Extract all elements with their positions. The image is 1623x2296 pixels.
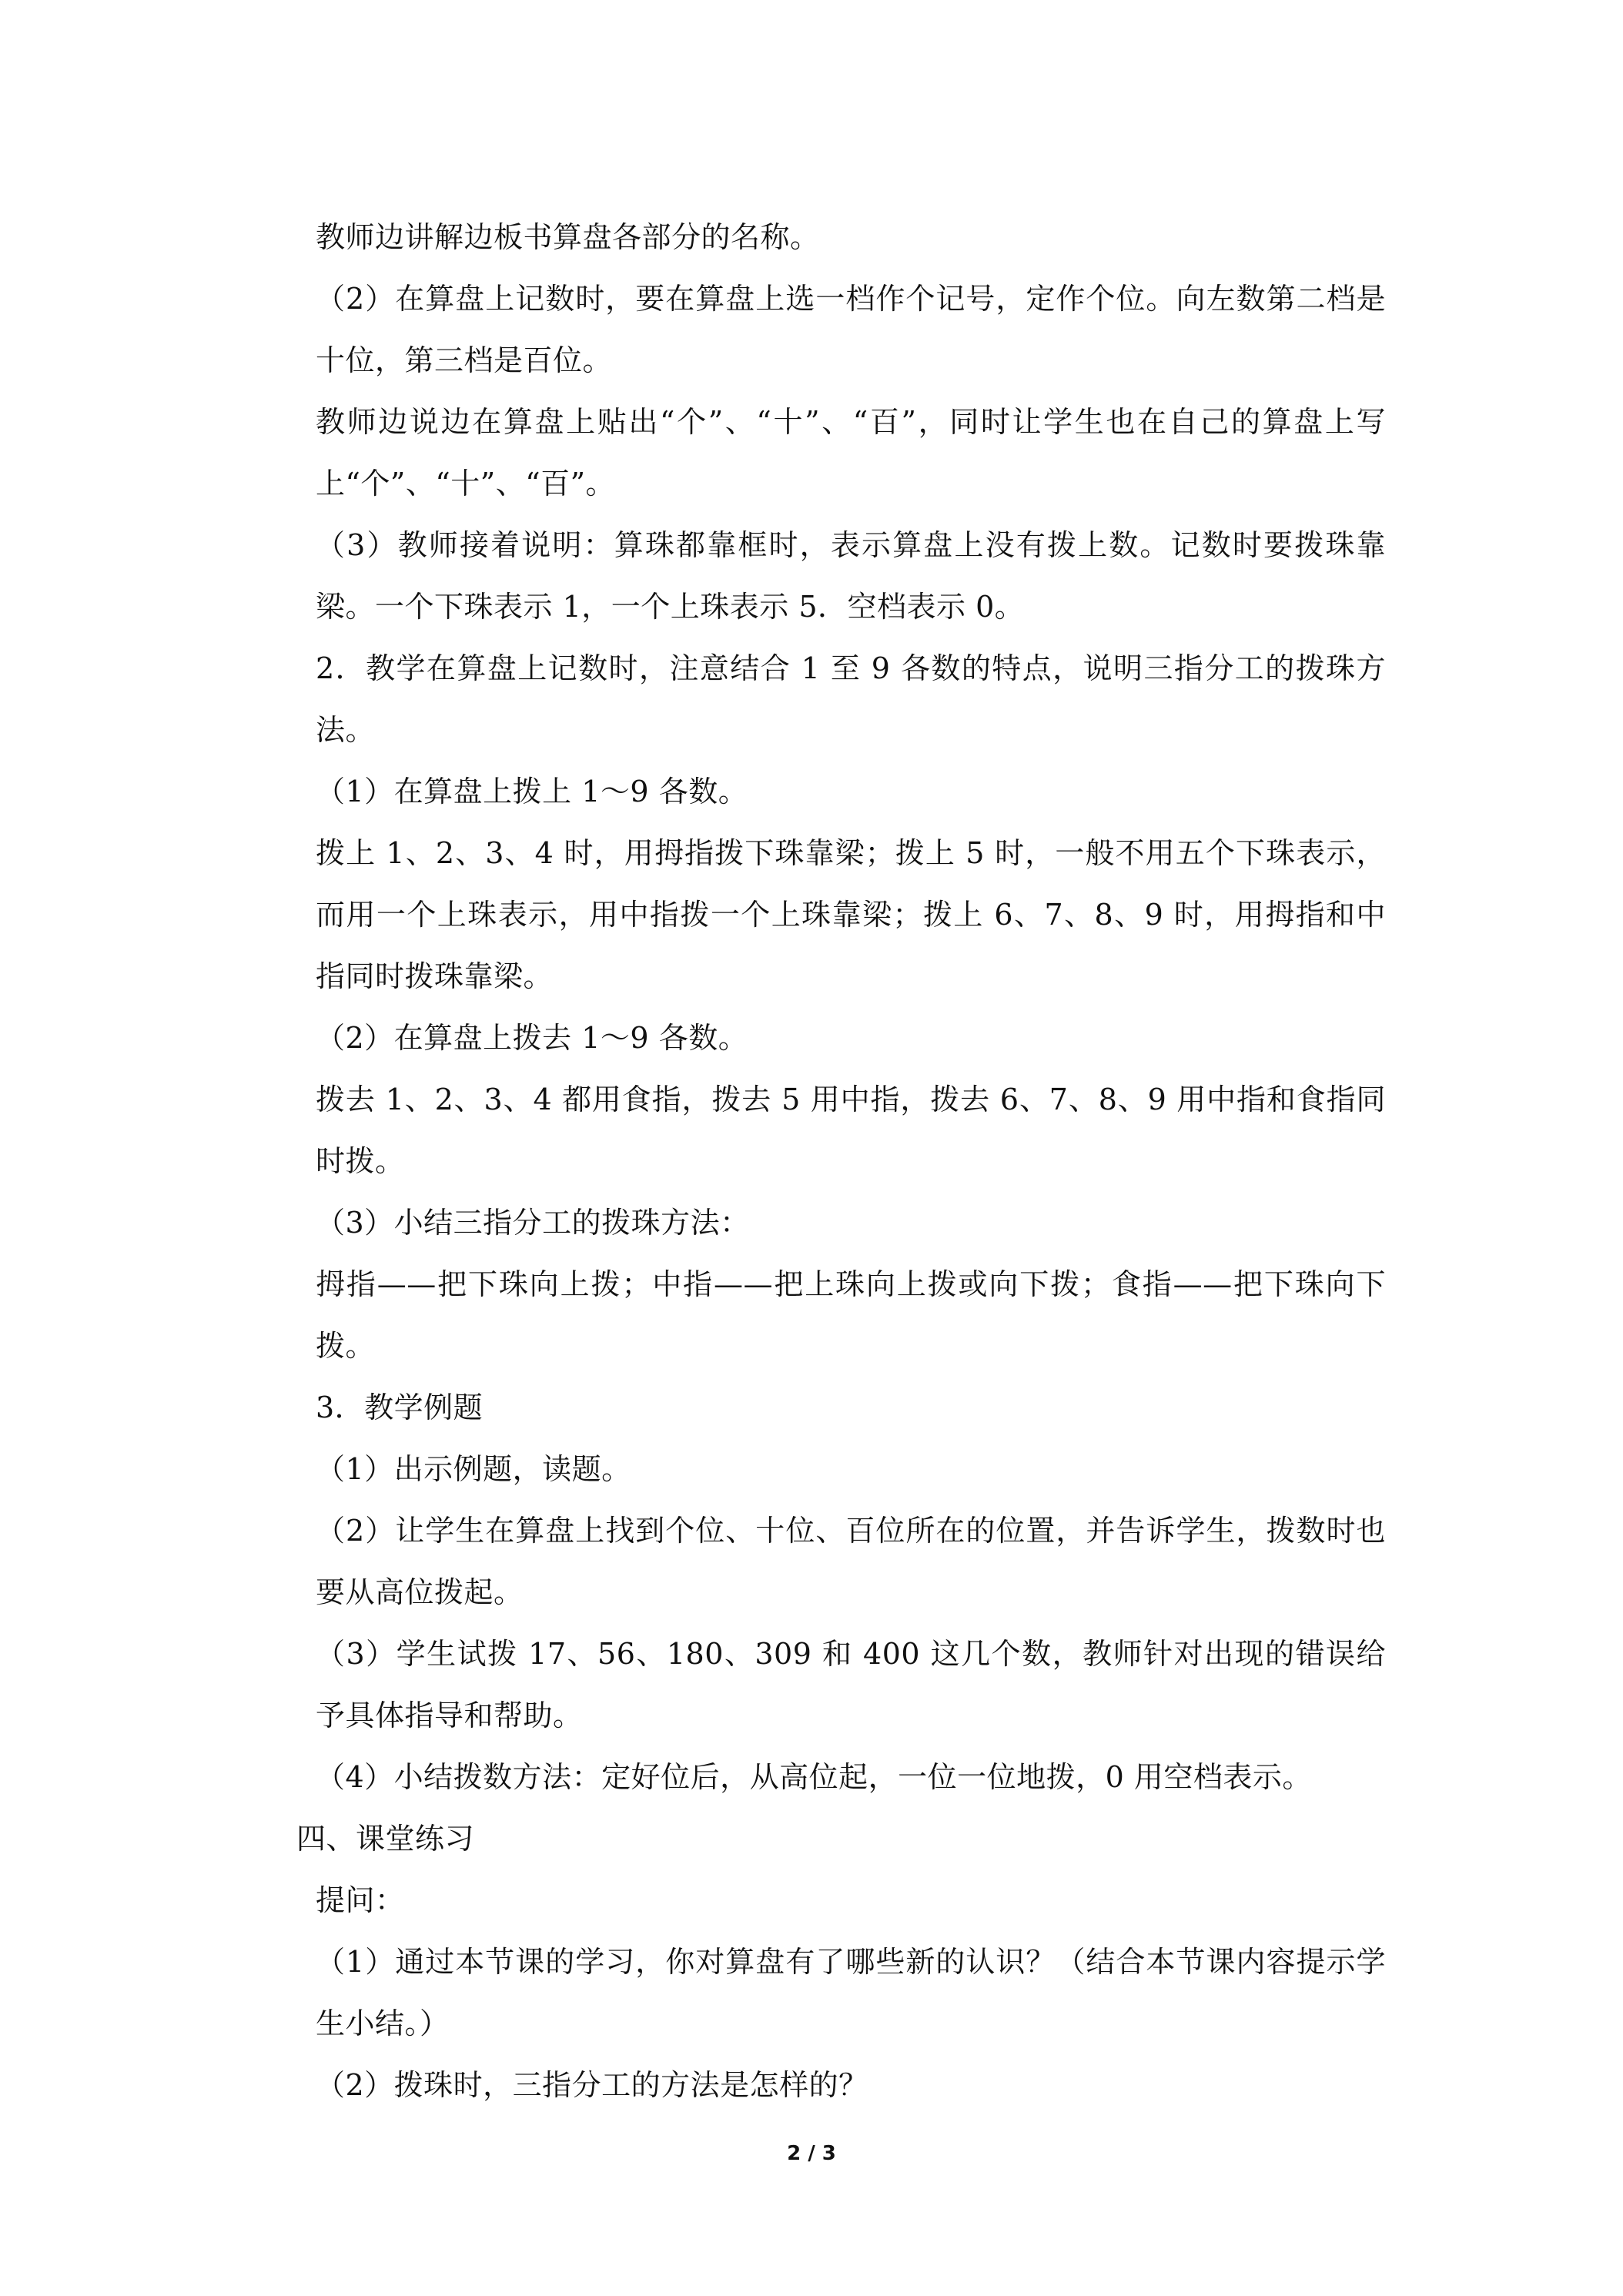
paragraph: （4）小结拨数方法：定好位后，从高位起，一位一位地拨，0 用空档表示。 — [316, 1760, 1312, 1794]
paragraph: （1）通过本节课的学习，你对算盘有了哪些新的认识？（结合本节课内容提示学生小结。） — [316, 1945, 1386, 2040]
paragraph: 拨去 1、2、3、4 都用食指，拨去 5 用中指，拨去 6、7、8、9 用中指和食指同时拨。 — [316, 1083, 1386, 1178]
paragraph: 拇指——把下珠向上拨；中指——把上珠向上拨或向下拨；食指——把下珠向下拨。 — [316, 1267, 1386, 1363]
paragraph: （2）拨珠时，三指分工的方法是怎样的？ — [316, 2068, 868, 2102]
paragraph: （2）在算盘上记数时，要在算盘上选一档作个记号，定作个位。向左数第二档是十位，第三档是百位。 — [316, 282, 1386, 377]
paragraph: （1）在算盘上拨上 1～9 各数。 — [316, 775, 748, 808]
paragraph: （1）出示例题，读题。 — [316, 1452, 631, 1486]
paragraph: 教师边讲解边板书算盘各部分的名称。 — [316, 220, 820, 254]
paragraph: 2．教学在算盘上记数时，注意结合 1 至 9 各数的特点，说明三指分工的拨珠方法。 — [316, 651, 1386, 747]
paragraph: （3）小结三指分工的拨珠方法： — [316, 1206, 750, 1240]
paragraph: （3）教师接着说明：算珠都靠框时，表示算盘上没有拨上数。记数时要拨珠靠梁。一个下珠表示 1，一个上珠表示 5．空档表示 0。 — [316, 528, 1386, 624]
paragraph: 拨上 1、2、3、4 时，用拇指拨下珠靠梁；拨上 5 时，一般不用五个下珠表示，而用一个上珠表示，用中指拨一个上珠靠梁；拨上 6、7、8、9 时，用拇指和中指同时拨珠靠梁。 — [316, 836, 1386, 993]
page-number: 2 / 3 — [787, 2142, 836, 2165]
paragraph: （2）在算盘上拨去 1～9 各数。 — [316, 1021, 748, 1055]
section-heading: 四、课堂练习 — [296, 1822, 475, 1856]
paragraph: 提问： — [316, 1883, 405, 1917]
paragraph: 教师边说边在算盘上贴出“个”、“十”、“百”，同时让学生也在自己的算盘上写上“个”、“十”、“百”。 — [316, 405, 1386, 500]
document-body — [296, 206, 1386, 2116]
paragraph: （2）让学生在算盘上找到个位、十位、百位所在的位置，并告诉学生，拨数时也要从高位拨起。 — [316, 1514, 1386, 1609]
paragraph: （3）学生试拨 17、56、180、309 和 400 这几个数，教师针对出现的错误给予具体指导和帮助。 — [316, 1637, 1386, 1732]
paragraph: 3．教学例题 — [316, 1391, 484, 1424]
